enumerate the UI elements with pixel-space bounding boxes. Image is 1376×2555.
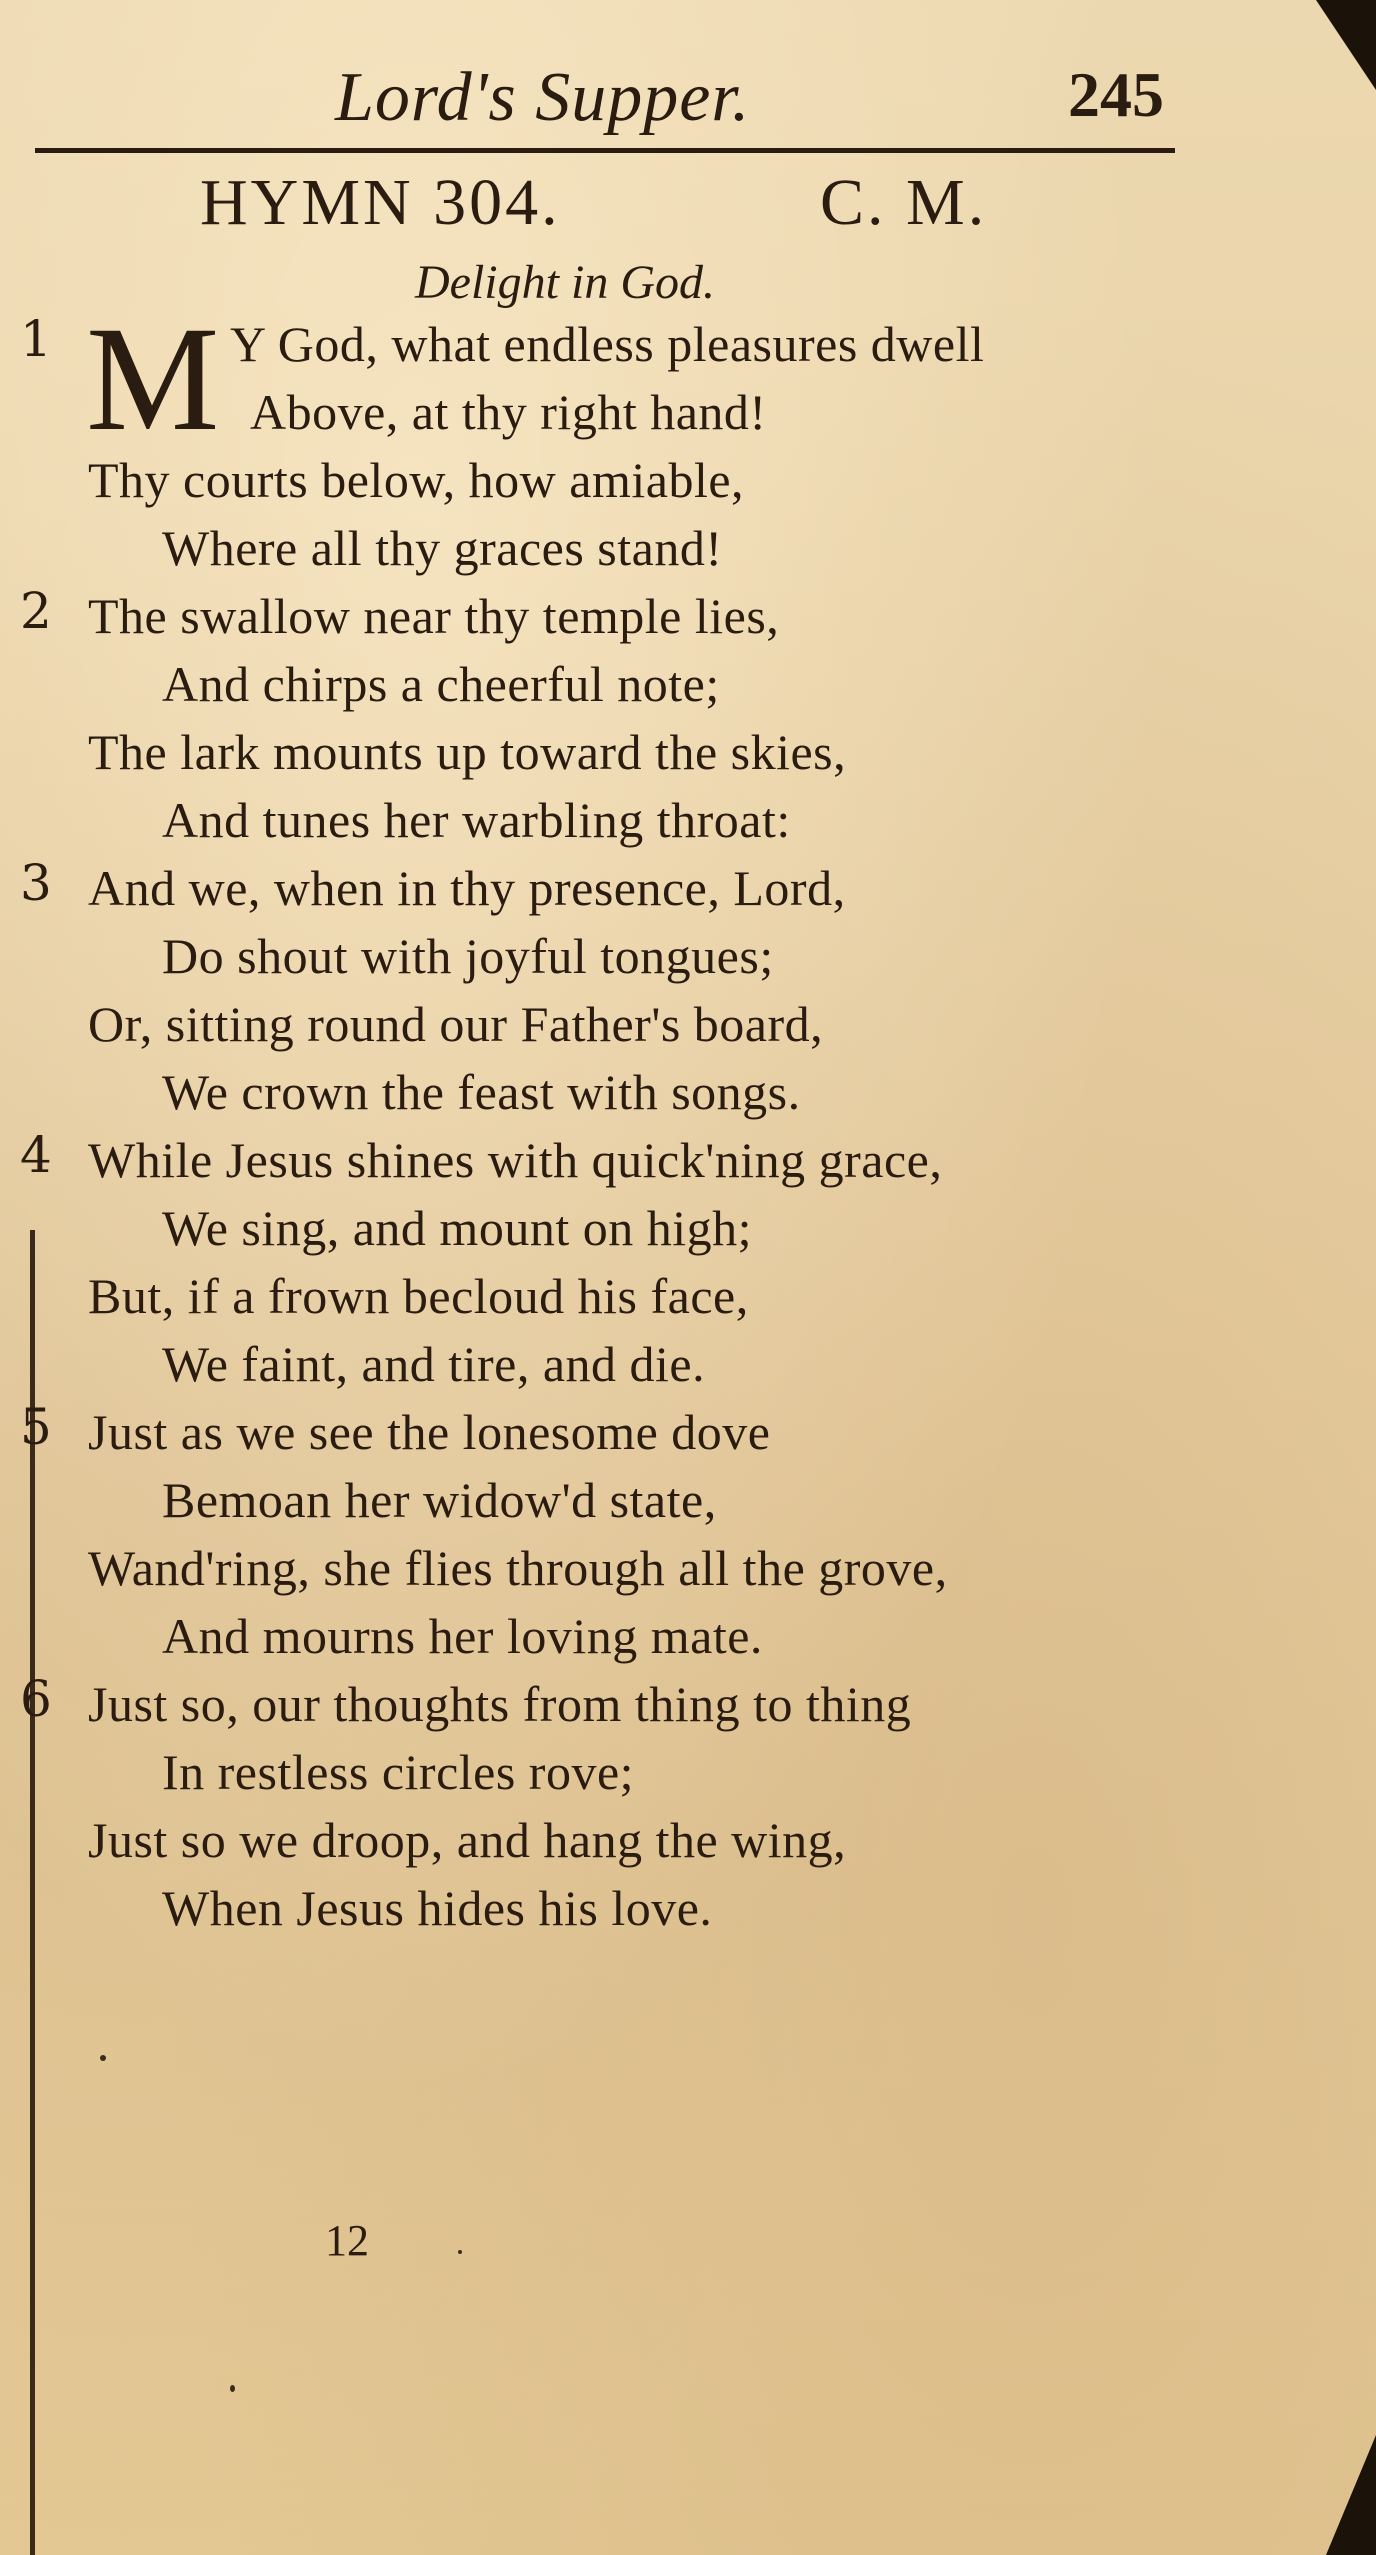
verse-line: Thy courts below, how amiable, <box>88 452 745 508</box>
stanza <box>0 582 1376 854</box>
verse-line: Y God, what endless pleasures dwell <box>230 316 985 372</box>
verse-line: While Jesus shines with quick'ning grace, <box>88 1132 943 1188</box>
header-rule <box>35 148 1175 153</box>
verse-line: Just so, our thoughts from thing to thing <box>88 1676 912 1732</box>
verse-line: The swallow near thy temple lies, <box>88 588 780 644</box>
verse-line: We faint, and tire, and die. <box>162 1336 706 1392</box>
hymn-meter: C. M. <box>820 166 988 239</box>
stanza-number: 6 <box>20 1670 52 1728</box>
verse-line: We crown the feast with songs. <box>162 1064 801 1120</box>
stanza <box>0 1126 1376 1398</box>
verse-line: In restless circles rove; <box>162 1744 635 1800</box>
verse-line: Wand'ring, she flies through all the grove, <box>88 1540 948 1596</box>
ink-speck <box>230 2385 235 2392</box>
stanza <box>0 1398 1376 1670</box>
verse-line: Or, sitting round our Father's board, <box>88 996 824 1052</box>
verse-line: But, if a frown becloud his face, <box>88 1268 749 1324</box>
verse-line: Just as we see the lonesome dove <box>88 1404 771 1460</box>
ink-speck <box>458 2250 462 2254</box>
verse-line: And mourns her loving mate. <box>162 1608 763 1664</box>
hymn-title: HYMN 304. <box>200 166 561 239</box>
stanza-number: 3 <box>20 854 52 912</box>
stanza <box>0 1670 1376 1942</box>
verse-line: Do shout with joyful tongues; <box>162 928 774 984</box>
drop-cap: M <box>86 296 220 462</box>
stanza-number: 5 <box>20 1398 52 1456</box>
verse-line: Bemoan her widow'd state, <box>162 1472 717 1528</box>
verse-line: When Jesus hides his love. <box>162 1880 713 1936</box>
verse-line: Above, at thy right hand! <box>250 384 767 440</box>
verse-line: And chirps a cheerful note; <box>162 656 720 712</box>
hymn-verses <box>0 296 1376 1942</box>
page-number: 245 <box>1068 59 1164 130</box>
verse-line: And tunes her warbling throat: <box>162 792 791 848</box>
hymn-subtitle: Delight in God. <box>415 256 715 309</box>
stanza <box>0 296 1376 582</box>
ink-speck <box>100 2055 106 2061</box>
page-corner-shadow-bottom <box>1326 2435 1376 2555</box>
verse-line: Where all thy graces stand! <box>162 520 723 576</box>
running-head <box>0 58 1376 148</box>
verse-line: The lark mounts up toward the skies, <box>88 724 847 780</box>
verse-line: And we, when in thy presence, Lord, <box>88 860 846 916</box>
stanza-number: 1 <box>20 310 52 368</box>
verse-line: Just so we droop, and hang the wing, <box>88 1812 847 1868</box>
stanza <box>0 854 1376 1126</box>
stanza-number: 2 <box>20 582 52 640</box>
stanza-number: 4 <box>20 1126 52 1184</box>
verse-line: We sing, and mount on high; <box>162 1200 752 1256</box>
running-head-title: Lord's Supper. <box>335 59 751 136</box>
signature-mark: 12 <box>325 2216 369 2265</box>
